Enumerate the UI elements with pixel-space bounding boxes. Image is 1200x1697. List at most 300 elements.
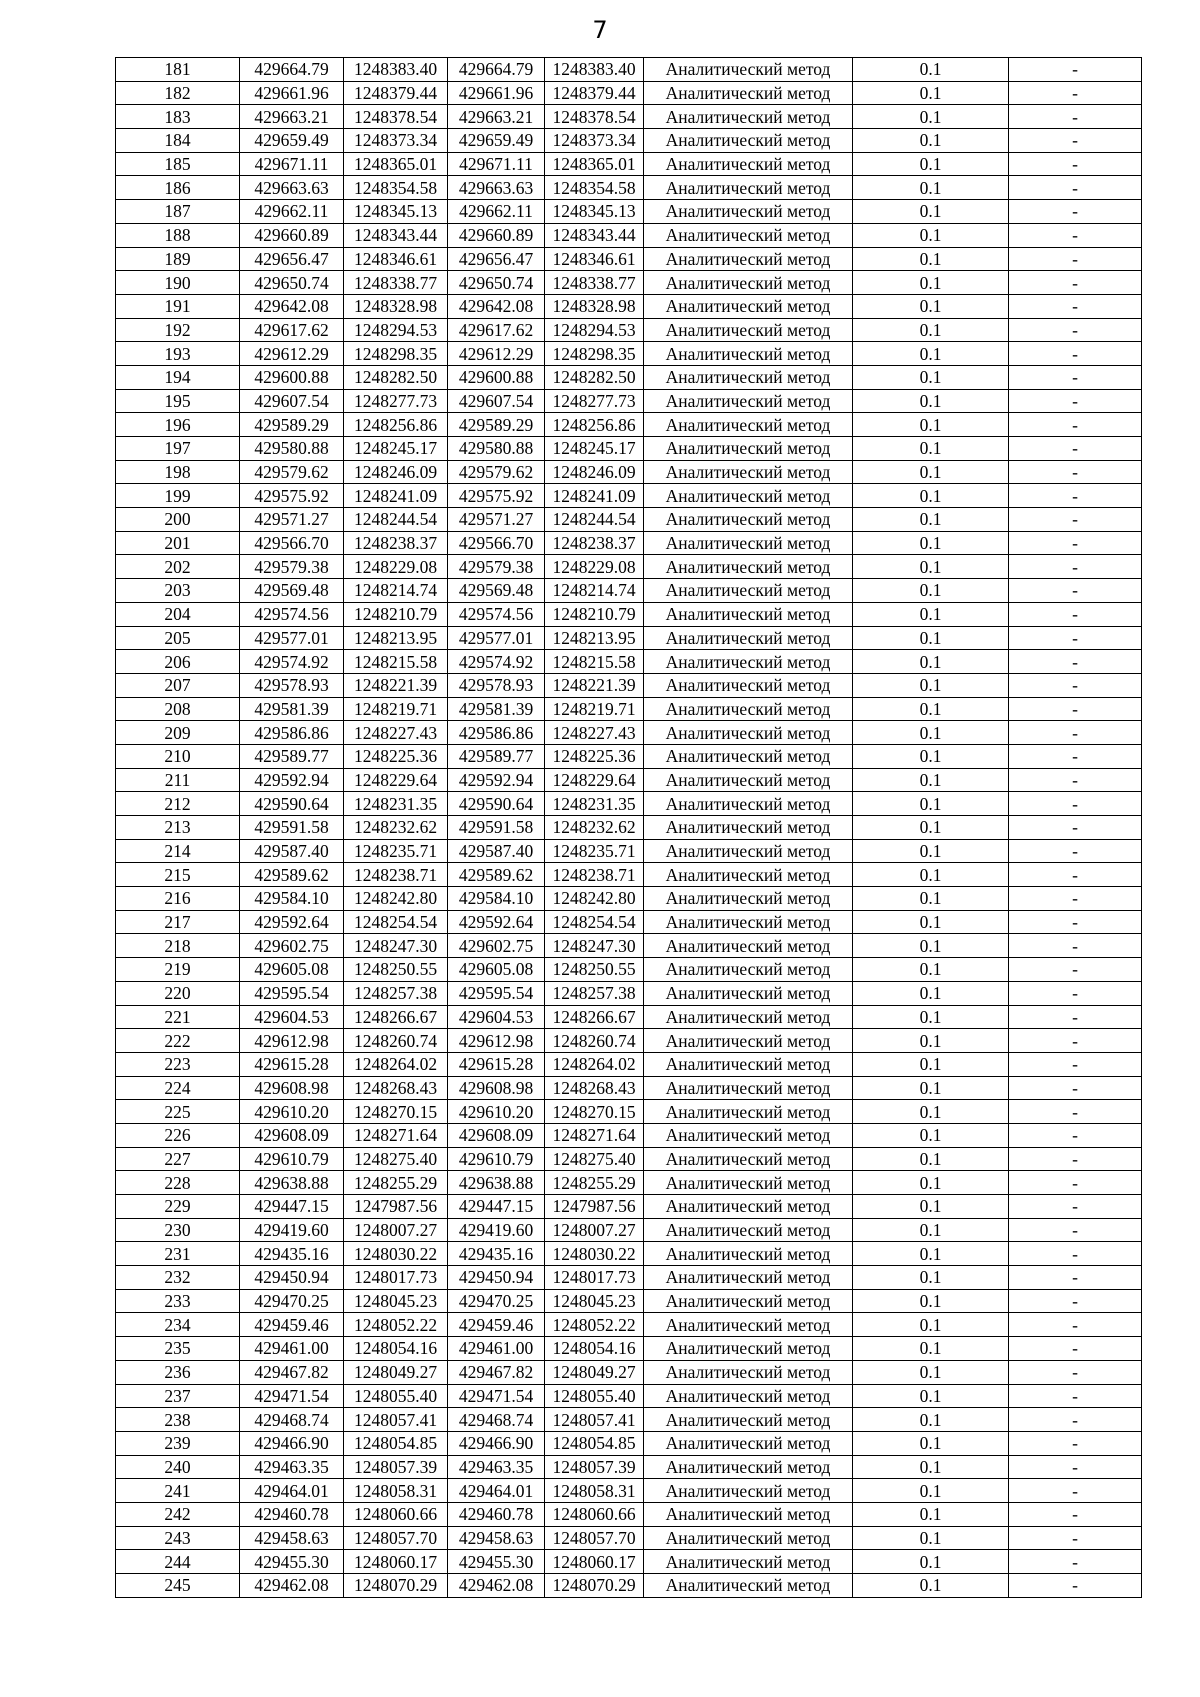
y-old-cell: 1248231.35	[344, 792, 448, 816]
point-number-cell: 227	[116, 1147, 240, 1171]
table-row	[116, 863, 1142, 887]
point-number-cell: 233	[116, 1289, 240, 1313]
x-old-cell: 429571.27	[240, 508, 344, 532]
y-old-cell: 1248017.73	[344, 1266, 448, 1290]
table-row	[116, 555, 1142, 579]
description-cell: -	[1009, 650, 1142, 674]
x-new-cell: 429608.98	[448, 1076, 545, 1100]
description-cell: -	[1009, 1005, 1142, 1029]
point-number-cell: 189	[116, 247, 240, 271]
x-old-cell: 429579.38	[240, 555, 344, 579]
x-old-cell: 429661.96	[240, 81, 344, 105]
y-new-cell: 1247987.56	[545, 1195, 644, 1219]
y-new-cell: 1248045.23	[545, 1289, 644, 1313]
point-number-cell: 211	[116, 768, 240, 792]
y-old-cell: 1248049.27	[344, 1360, 448, 1384]
x-new-cell: 429591.58	[448, 816, 545, 840]
point-number-cell: 236	[116, 1360, 240, 1384]
x-old-cell: 429615.28	[240, 1052, 344, 1076]
table-row	[116, 1526, 1142, 1550]
y-new-cell: 1248060.17	[545, 1550, 644, 1574]
precision-cell: 0.1	[853, 1147, 1009, 1171]
description-cell: -	[1009, 460, 1142, 484]
precision-cell: 0.1	[853, 697, 1009, 721]
precision-cell: 0.1	[853, 365, 1009, 389]
x-new-cell: 429574.56	[448, 602, 545, 626]
x-old-cell: 429607.54	[240, 389, 344, 413]
precision-cell: 0.1	[853, 579, 1009, 603]
method-cell: Аналитический метод	[644, 342, 853, 366]
point-number-cell: 199	[116, 484, 240, 508]
x-new-cell: 429642.08	[448, 294, 545, 318]
method-cell: Аналитический метод	[644, 1195, 853, 1219]
point-number-cell: 243	[116, 1526, 240, 1550]
point-number-cell: 232	[116, 1266, 240, 1290]
x-old-cell: 429604.53	[240, 1005, 344, 1029]
y-old-cell: 1248383.40	[344, 58, 448, 82]
precision-cell: 0.1	[853, 152, 1009, 176]
method-cell: Аналитический метод	[644, 1218, 853, 1242]
x-old-cell: 429578.93	[240, 673, 344, 697]
y-old-cell: 1248238.71	[344, 863, 448, 887]
table-row	[116, 839, 1142, 863]
table-body	[116, 58, 1142, 1598]
precision-cell: 0.1	[853, 437, 1009, 461]
table-row	[116, 484, 1142, 508]
coordinates-table	[115, 57, 1142, 1598]
precision-cell: 0.1	[853, 342, 1009, 366]
precision-cell: 0.1	[853, 1526, 1009, 1550]
method-cell: Аналитический метод	[644, 1029, 853, 1053]
point-number-cell: 218	[116, 934, 240, 958]
precision-cell: 0.1	[853, 460, 1009, 484]
point-number-cell: 239	[116, 1431, 240, 1455]
method-cell: Аналитический метод	[644, 650, 853, 674]
y-old-cell: 1248275.40	[344, 1147, 448, 1171]
y-new-cell: 1248260.74	[545, 1029, 644, 1053]
table-row	[116, 626, 1142, 650]
precision-cell: 0.1	[853, 1479, 1009, 1503]
x-new-cell: 429580.88	[448, 437, 545, 461]
y-old-cell: 1248338.77	[344, 271, 448, 295]
y-old-cell: 1248256.86	[344, 413, 448, 437]
description-cell: -	[1009, 1360, 1142, 1384]
method-cell: Аналитический метод	[644, 816, 853, 840]
description-cell: -	[1009, 294, 1142, 318]
x-old-cell: 429660.89	[240, 223, 344, 247]
y-old-cell: 1247987.56	[344, 1195, 448, 1219]
description-cell: -	[1009, 721, 1142, 745]
point-number-cell: 228	[116, 1171, 240, 1195]
y-old-cell: 1248345.13	[344, 200, 448, 224]
y-new-cell: 1248345.13	[545, 200, 644, 224]
table-row	[116, 816, 1142, 840]
method-cell: Аналитический метод	[644, 1242, 853, 1266]
precision-cell: 0.1	[853, 1455, 1009, 1479]
y-old-cell: 1248270.15	[344, 1100, 448, 1124]
x-new-cell: 429663.63	[448, 176, 545, 200]
y-new-cell: 1248238.37	[545, 531, 644, 555]
y-new-cell: 1248242.80	[545, 887, 644, 911]
x-old-cell: 429468.74	[240, 1408, 344, 1432]
point-number-cell: 203	[116, 579, 240, 603]
point-number-cell: 209	[116, 721, 240, 745]
method-cell: Аналитический метод	[644, 768, 853, 792]
x-new-cell: 429463.35	[448, 1455, 545, 1479]
method-cell: Аналитический метод	[644, 294, 853, 318]
method-cell: Аналитический метод	[644, 958, 853, 982]
y-new-cell: 1248328.98	[545, 294, 644, 318]
precision-cell: 0.1	[853, 1171, 1009, 1195]
method-cell: Аналитический метод	[644, 1574, 853, 1598]
precision-cell: 0.1	[853, 294, 1009, 318]
table-row	[116, 887, 1142, 911]
precision-cell: 0.1	[853, 1502, 1009, 1526]
x-new-cell: 429604.53	[448, 1005, 545, 1029]
precision-cell: 0.1	[853, 1076, 1009, 1100]
table-row	[116, 342, 1142, 366]
y-new-cell: 1248379.44	[545, 81, 644, 105]
x-old-cell: 429463.35	[240, 1455, 344, 1479]
point-number-cell: 241	[116, 1479, 240, 1503]
x-new-cell: 429671.11	[448, 152, 545, 176]
method-cell: Аналитический метод	[644, 1100, 853, 1124]
method-cell: Аналитический метод	[644, 413, 853, 437]
point-number-cell: 221	[116, 1005, 240, 1029]
y-old-cell: 1248373.34	[344, 129, 448, 153]
y-old-cell: 1248229.64	[344, 768, 448, 792]
x-old-cell: 429671.11	[240, 152, 344, 176]
y-new-cell: 1248057.70	[545, 1526, 644, 1550]
point-number-cell: 208	[116, 697, 240, 721]
y-old-cell: 1248242.80	[344, 887, 448, 911]
x-new-cell: 429586.86	[448, 721, 545, 745]
point-number-cell: 192	[116, 318, 240, 342]
y-old-cell: 1248246.09	[344, 460, 448, 484]
precision-cell: 0.1	[853, 721, 1009, 745]
table-row	[116, 1005, 1142, 1029]
table-row	[116, 531, 1142, 555]
table-row	[116, 508, 1142, 532]
table-row	[116, 768, 1142, 792]
x-old-cell: 429602.75	[240, 934, 344, 958]
point-number-cell: 215	[116, 863, 240, 887]
point-number-cell: 224	[116, 1076, 240, 1100]
table-row	[116, 294, 1142, 318]
method-cell: Аналитический метод	[644, 1502, 853, 1526]
x-new-cell: 429589.29	[448, 413, 545, 437]
description-cell: -	[1009, 437, 1142, 461]
y-new-cell: 1248007.27	[545, 1218, 644, 1242]
description-cell: -	[1009, 768, 1142, 792]
y-old-cell: 1248225.36	[344, 744, 448, 768]
precision-cell: 0.1	[853, 223, 1009, 247]
x-new-cell: 429577.01	[448, 626, 545, 650]
method-cell: Аналитический метод	[644, 152, 853, 176]
method-cell: Аналитический метод	[644, 1408, 853, 1432]
x-new-cell: 429659.49	[448, 129, 545, 153]
table-row	[116, 365, 1142, 389]
point-number-cell: 244	[116, 1550, 240, 1574]
table-row	[116, 460, 1142, 484]
y-new-cell: 1248373.34	[545, 129, 644, 153]
table-row	[116, 271, 1142, 295]
y-old-cell: 1248271.64	[344, 1123, 448, 1147]
point-number-cell: 225	[116, 1100, 240, 1124]
precision-cell: 0.1	[853, 200, 1009, 224]
y-old-cell: 1248365.01	[344, 152, 448, 176]
y-new-cell: 1248294.53	[545, 318, 644, 342]
point-number-cell: 200	[116, 508, 240, 532]
x-old-cell: 429610.79	[240, 1147, 344, 1171]
y-old-cell: 1248241.09	[344, 484, 448, 508]
precision-cell: 0.1	[853, 768, 1009, 792]
point-number-cell: 214	[116, 839, 240, 863]
y-old-cell: 1248055.40	[344, 1384, 448, 1408]
precision-cell: 0.1	[853, 508, 1009, 532]
point-number-cell: 195	[116, 389, 240, 413]
y-new-cell: 1248215.58	[545, 650, 644, 674]
table-row	[116, 934, 1142, 958]
x-old-cell: 429584.10	[240, 887, 344, 911]
description-cell: -	[1009, 910, 1142, 934]
x-old-cell: 429638.88	[240, 1171, 344, 1195]
method-cell: Аналитический метод	[644, 555, 853, 579]
method-cell: Аналитический метод	[644, 247, 853, 271]
precision-cell: 0.1	[853, 1360, 1009, 1384]
x-new-cell: 429610.79	[448, 1147, 545, 1171]
y-old-cell: 1248282.50	[344, 365, 448, 389]
y-new-cell: 1248256.86	[545, 413, 644, 437]
x-new-cell: 429612.29	[448, 342, 545, 366]
point-number-cell: 226	[116, 1123, 240, 1147]
description-cell: -	[1009, 744, 1142, 768]
method-cell: Аналитический метод	[644, 318, 853, 342]
x-old-cell: 429608.98	[240, 1076, 344, 1100]
table-row	[116, 1360, 1142, 1384]
method-cell: Аналитический метод	[644, 200, 853, 224]
method-cell: Аналитический метод	[644, 721, 853, 745]
precision-cell: 0.1	[853, 1431, 1009, 1455]
y-old-cell: 1248264.02	[344, 1052, 448, 1076]
method-cell: Аналитический метод	[644, 1384, 853, 1408]
description-cell: -	[1009, 1455, 1142, 1479]
description-cell: -	[1009, 1313, 1142, 1337]
x-new-cell: 429461.00	[448, 1337, 545, 1361]
method-cell: Аналитический метод	[644, 1289, 853, 1313]
x-new-cell: 429569.48	[448, 579, 545, 603]
method-cell: Аналитический метод	[644, 460, 853, 484]
table-row	[116, 1266, 1142, 1290]
precision-cell: 0.1	[853, 1408, 1009, 1432]
precision-cell: 0.1	[853, 792, 1009, 816]
x-new-cell: 429566.70	[448, 531, 545, 555]
y-new-cell: 1248354.58	[545, 176, 644, 200]
point-number-cell: 229	[116, 1195, 240, 1219]
description-cell: -	[1009, 602, 1142, 626]
table-row	[116, 1123, 1142, 1147]
y-new-cell: 1248298.35	[545, 342, 644, 366]
y-new-cell: 1248250.55	[545, 958, 644, 982]
point-number-cell: 245	[116, 1574, 240, 1598]
precision-cell: 0.1	[853, 1242, 1009, 1266]
precision-cell: 0.1	[853, 1574, 1009, 1598]
table-row	[116, 105, 1142, 129]
point-number-cell: 207	[116, 673, 240, 697]
precision-cell: 0.1	[853, 816, 1009, 840]
x-old-cell: 429581.39	[240, 697, 344, 721]
y-new-cell: 1248227.43	[545, 721, 644, 745]
y-new-cell: 1248049.27	[545, 1360, 644, 1384]
precision-cell: 0.1	[853, 839, 1009, 863]
y-old-cell: 1248054.16	[344, 1337, 448, 1361]
x-new-cell: 429605.08	[448, 958, 545, 982]
table-row	[116, 1502, 1142, 1526]
table-row	[116, 1029, 1142, 1053]
y-new-cell: 1248266.67	[545, 1005, 644, 1029]
table-row	[116, 602, 1142, 626]
x-old-cell: 429591.58	[240, 816, 344, 840]
point-number-cell: 216	[116, 887, 240, 911]
x-old-cell: 429435.16	[240, 1242, 344, 1266]
x-old-cell: 429471.54	[240, 1384, 344, 1408]
x-old-cell: 429589.29	[240, 413, 344, 437]
table-row	[116, 1455, 1142, 1479]
table-row	[116, 673, 1142, 697]
point-number-cell: 205	[116, 626, 240, 650]
description-cell: -	[1009, 1266, 1142, 1290]
x-old-cell: 429610.20	[240, 1100, 344, 1124]
x-new-cell: 429579.62	[448, 460, 545, 484]
x-new-cell: 429584.10	[448, 887, 545, 911]
table-row	[116, 58, 1142, 82]
x-new-cell: 429464.01	[448, 1479, 545, 1503]
point-number-cell: 187	[116, 200, 240, 224]
point-number-cell: 219	[116, 958, 240, 982]
method-cell: Аналитический метод	[644, 910, 853, 934]
y-new-cell: 1248057.39	[545, 1455, 644, 1479]
y-old-cell: 1248221.39	[344, 673, 448, 697]
point-number-cell: 210	[116, 744, 240, 768]
description-cell: -	[1009, 1384, 1142, 1408]
y-old-cell: 1248007.27	[344, 1218, 448, 1242]
method-cell: Аналитический метод	[644, 484, 853, 508]
description-cell: -	[1009, 176, 1142, 200]
method-cell: Аналитический метод	[644, 1455, 853, 1479]
table-row	[116, 1242, 1142, 1266]
x-old-cell: 429579.62	[240, 460, 344, 484]
point-number-cell: 194	[116, 365, 240, 389]
x-new-cell: 429571.27	[448, 508, 545, 532]
x-new-cell: 429662.11	[448, 200, 545, 224]
y-new-cell: 1248052.22	[545, 1313, 644, 1337]
precision-cell: 0.1	[853, 318, 1009, 342]
precision-cell: 0.1	[853, 389, 1009, 413]
y-old-cell: 1248052.22	[344, 1313, 448, 1337]
y-new-cell: 1248229.08	[545, 555, 644, 579]
y-new-cell: 1248257.38	[545, 981, 644, 1005]
description-cell: -	[1009, 223, 1142, 247]
precision-cell: 0.1	[853, 1218, 1009, 1242]
description-cell: -	[1009, 1574, 1142, 1598]
y-new-cell: 1248282.50	[545, 365, 644, 389]
y-old-cell: 1248354.58	[344, 176, 448, 200]
point-number-cell: 237	[116, 1384, 240, 1408]
x-old-cell: 429595.54	[240, 981, 344, 1005]
table-row	[116, 792, 1142, 816]
x-old-cell: 429600.88	[240, 365, 344, 389]
description-cell: -	[1009, 1052, 1142, 1076]
description-cell: -	[1009, 1195, 1142, 1219]
x-new-cell: 429579.38	[448, 555, 545, 579]
method-cell: Аналитический метод	[644, 1360, 853, 1384]
table-row	[116, 1550, 1142, 1574]
table-row	[116, 1289, 1142, 1313]
table-row	[116, 129, 1142, 153]
x-old-cell: 429467.82	[240, 1360, 344, 1384]
y-old-cell: 1248255.29	[344, 1171, 448, 1195]
y-new-cell: 1248225.36	[545, 744, 644, 768]
method-cell: Аналитический метод	[644, 981, 853, 1005]
method-cell: Аналитический метод	[644, 863, 853, 887]
point-number-cell: 185	[116, 152, 240, 176]
x-old-cell: 429612.98	[240, 1029, 344, 1053]
description-cell: -	[1009, 579, 1142, 603]
method-cell: Аналитический метод	[644, 1005, 853, 1029]
x-new-cell: 429664.79	[448, 58, 545, 82]
table-row	[116, 1574, 1142, 1598]
method-cell: Аналитический метод	[644, 1052, 853, 1076]
method-cell: Аналитический метод	[644, 81, 853, 105]
method-cell: Аналитический метод	[644, 129, 853, 153]
x-old-cell: 429592.94	[240, 768, 344, 792]
description-cell: -	[1009, 1171, 1142, 1195]
y-new-cell: 1248058.31	[545, 1479, 644, 1503]
x-old-cell: 429612.29	[240, 342, 344, 366]
x-old-cell: 429580.88	[240, 437, 344, 461]
y-old-cell: 1248060.17	[344, 1550, 448, 1574]
x-old-cell: 429447.15	[240, 1195, 344, 1219]
description-cell: -	[1009, 934, 1142, 958]
x-old-cell: 429656.47	[240, 247, 344, 271]
table-row	[116, 981, 1142, 1005]
point-number-cell: 184	[116, 129, 240, 153]
description-cell: -	[1009, 1029, 1142, 1053]
precision-cell: 0.1	[853, 650, 1009, 674]
y-old-cell: 1248294.53	[344, 318, 448, 342]
method-cell: Аналитический метод	[644, 1313, 853, 1337]
x-new-cell: 429607.54	[448, 389, 545, 413]
y-new-cell: 1248060.66	[545, 1502, 644, 1526]
point-number-cell: 202	[116, 555, 240, 579]
table-row	[116, 437, 1142, 461]
x-old-cell: 429642.08	[240, 294, 344, 318]
description-cell: -	[1009, 1100, 1142, 1124]
method-cell: Аналитический метод	[644, 1431, 853, 1455]
point-number-cell: 223	[116, 1052, 240, 1076]
x-new-cell: 429638.88	[448, 1171, 545, 1195]
description-cell: -	[1009, 247, 1142, 271]
x-new-cell: 429650.74	[448, 271, 545, 295]
method-cell: Аналитический метод	[644, 579, 853, 603]
y-old-cell: 1248328.98	[344, 294, 448, 318]
table-row	[116, 389, 1142, 413]
method-cell: Аналитический метод	[644, 602, 853, 626]
precision-cell: 0.1	[853, 887, 1009, 911]
table-row	[116, 413, 1142, 437]
point-number-cell: 193	[116, 342, 240, 366]
y-old-cell: 1248298.35	[344, 342, 448, 366]
